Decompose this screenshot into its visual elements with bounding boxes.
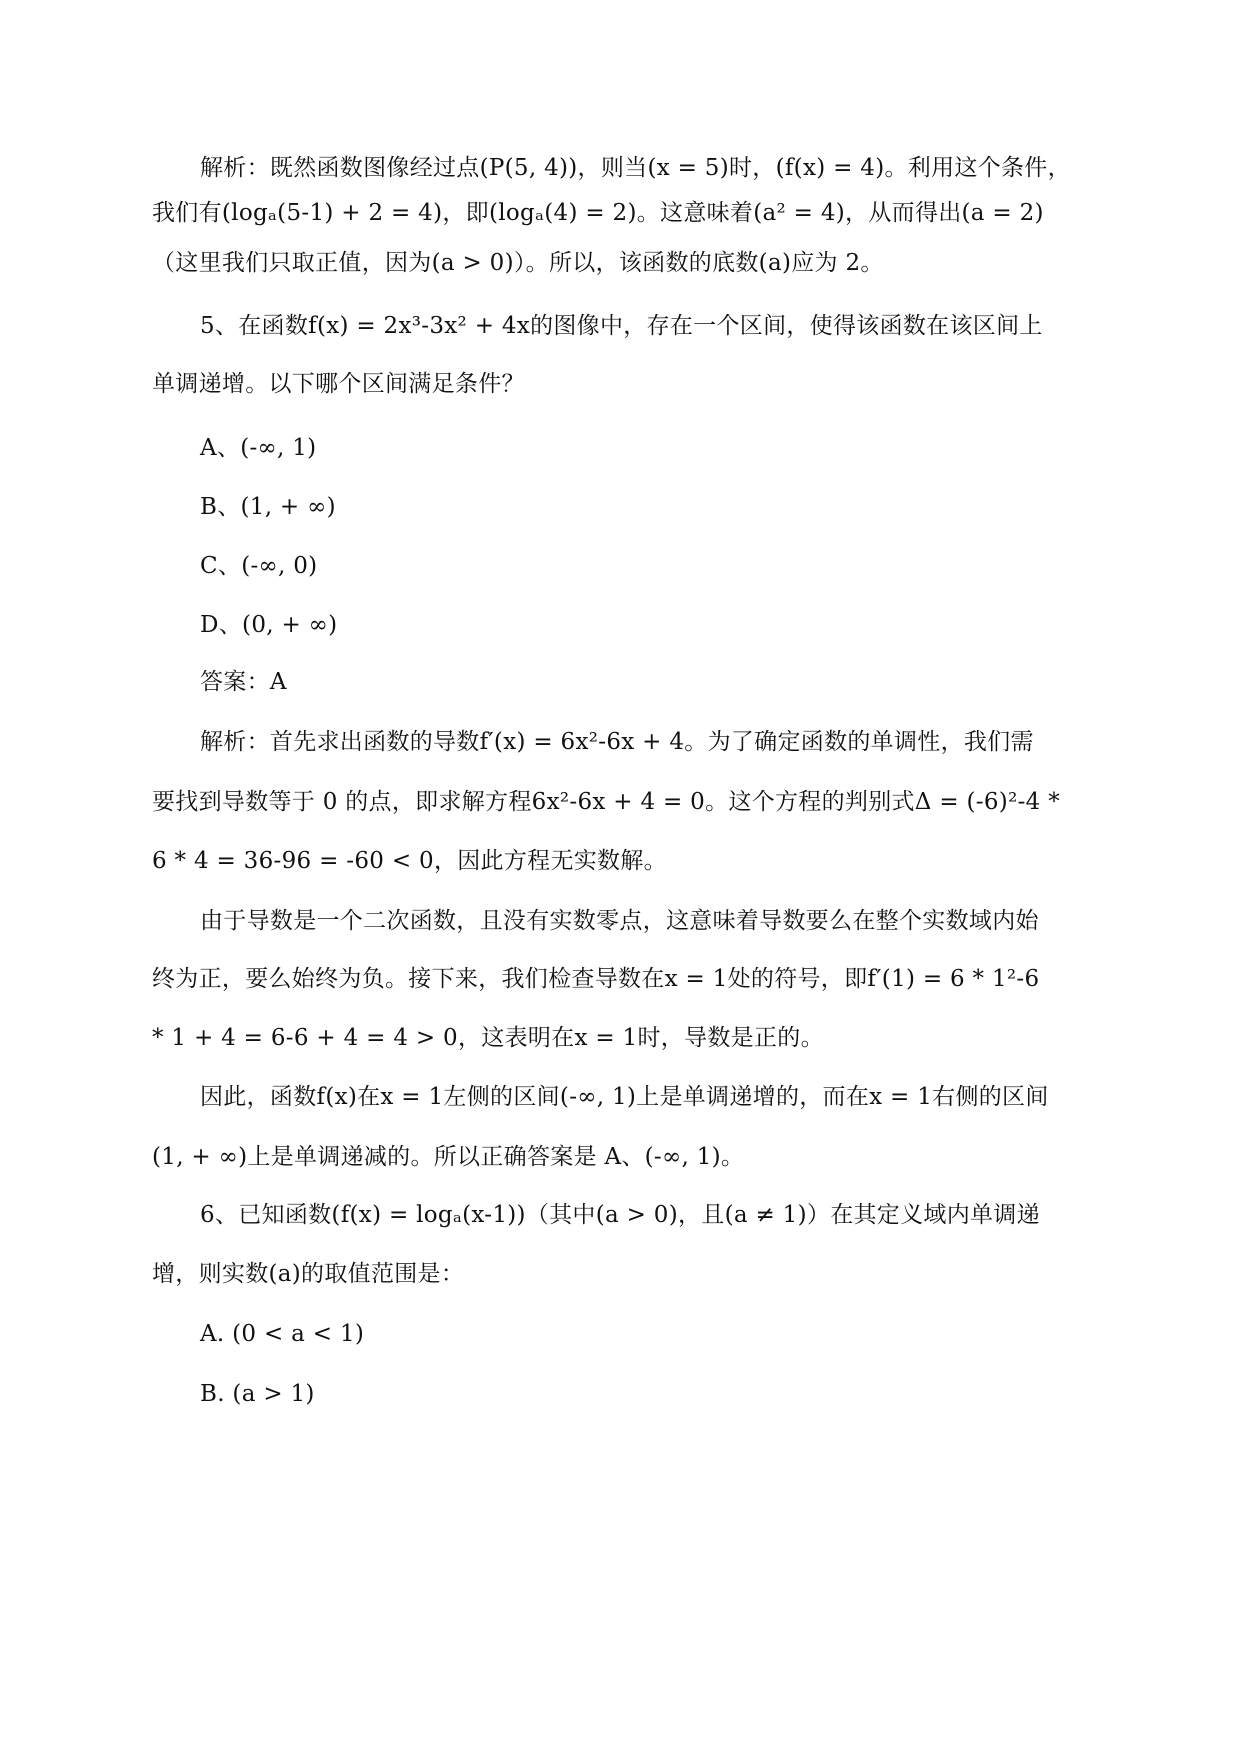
q6-option-b: B. (a > 1) [200, 1381, 315, 1407]
analysis-line-3: （这里我们只取正值，因为(a > 0)）。所以，该函数的底数(a)应为 2。 [152, 250, 884, 276]
option-b: B、(1, + ∞) [200, 494, 336, 520]
option-c: C、(-∞, 0) [200, 553, 318, 579]
analysis-2-line-3: 6 * 4 = 36-96 = -60 < 0，因此方程无实数解。 [152, 848, 667, 874]
question-6-line-2: 增，则实数(a)的取值范围是： [152, 1261, 465, 1287]
analysis-3-line-3: * 1 + 4 = 6-6 + 4 = 4 > 0，这表明在x = 1时，导数是正的。 [152, 1025, 824, 1051]
question-5-line-1: 5、在函数f(x) = 2x³-3x² + 4x的图像中，存在一个区间，使得该函数在该区间上 [200, 313, 1043, 339]
answer-line: 答案：A [200, 669, 287, 695]
analysis-4-line-1: 因此，函数f(x)在x = 1左侧的区间(-∞, 1)上是单调递增的，而在x = 1右侧的区间 [200, 1084, 1049, 1110]
option-a: A、(-∞, 1) [200, 435, 317, 461]
analysis-2-line-1: 解析：首先求出函数的导数f′(x) = 6x²-6x + 4。为了确定函数的单调性，我们需 [200, 729, 1034, 755]
question-6-line-1: 6、已知函数(f(x) = logₐ(x-1))（其中(a > 0)，且(a ≠ 1)）在其定义域内单调递 [200, 1202, 1040, 1228]
analysis-line-2: 我们有(logₐ(5-1) + 2 = 4)，即(logₐ(4) = 2)。这意味着(a² = 4)，从而得出(a = 2) [152, 200, 1044, 226]
question-5-line-2: 单调递增。以下哪个区间满足条件？ [152, 371, 525, 397]
analysis-line-1: 解析：既然函数图像经过点(P(5, 4))，则当(x = 5)时，(f(x) = 4)。利用这个条件， [200, 155, 1071, 181]
analysis-3-line-1: 由于导数是一个二次函数，且没有实数零点，这意味着导数要么在整个实数域内始 [200, 908, 1039, 934]
analysis-2-line-2: 要找到导数等于 0 的点，即求解方程6x²-6x + 4 = 0。这个方程的判别式Δ = (-6)²-4 * [152, 789, 1060, 815]
q6-option-a: A. (0 < a < 1) [200, 1321, 365, 1347]
analysis-4-line-2: (1, + ∞)上是单调递减的。所以正确答案是 A、(-∞, 1)。 [152, 1144, 745, 1170]
analysis-3-line-2: 终为正，要么始终为负。接下来，我们检查导数在x = 1处的符号，即f′(1) = 6 * 1²-6 [152, 966, 1040, 992]
option-d: D、(0, + ∞) [200, 612, 338, 638]
